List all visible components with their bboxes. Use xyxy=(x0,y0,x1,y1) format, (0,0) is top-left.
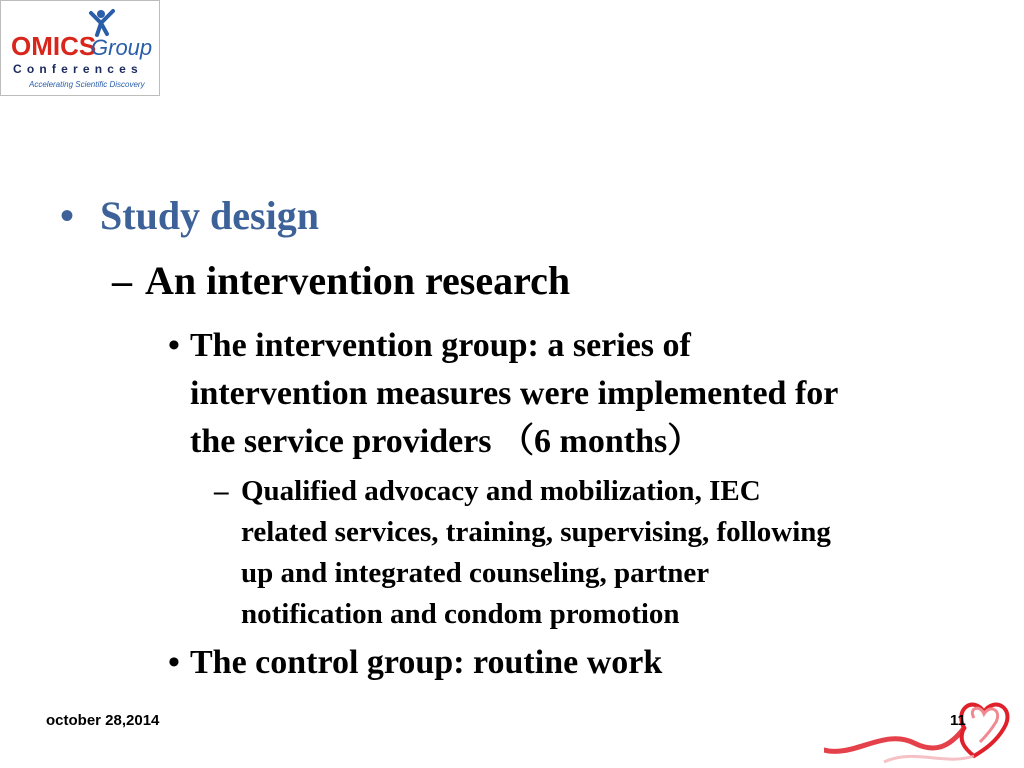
text-line: Qualified advocacy and mobilization, IEC xyxy=(241,475,761,507)
heading-study-design: Study design xyxy=(100,193,319,238)
hearts-ribbon-icon xyxy=(824,688,1024,768)
intervention-research-item: An intervention research xyxy=(145,258,571,303)
text-line: intervention measures were implemented for xyxy=(190,375,839,412)
footer-date: october 28,2014 xyxy=(46,712,160,729)
logo-conferences-text: Conferences xyxy=(13,62,143,76)
logo-group-text: Group xyxy=(91,35,153,60)
bullet-marker: • xyxy=(168,327,180,364)
bullet-marker: • xyxy=(168,644,180,681)
intervention-group-item xyxy=(190,322,838,466)
page-number: 11 xyxy=(950,712,966,729)
control-group-item: The control group: routine work xyxy=(190,644,663,681)
logo-tagline-text: Accelerating Scientific Discovery xyxy=(29,80,145,89)
bullet-marker: • xyxy=(60,193,75,238)
intervention-measures-item xyxy=(241,471,831,635)
text-line: notification and condom promotion xyxy=(241,598,680,630)
dash-marker: – xyxy=(112,258,132,303)
text-line: the service providers （6 months） xyxy=(190,423,702,460)
text-line: related services, training, supervising, following xyxy=(241,516,831,548)
dash-marker: – xyxy=(214,475,229,507)
text-line: up and integrated counseling, partner xyxy=(241,557,710,589)
logo-omics-text: OMICS xyxy=(11,31,97,61)
text-line: The intervention group: a series of xyxy=(190,327,691,364)
